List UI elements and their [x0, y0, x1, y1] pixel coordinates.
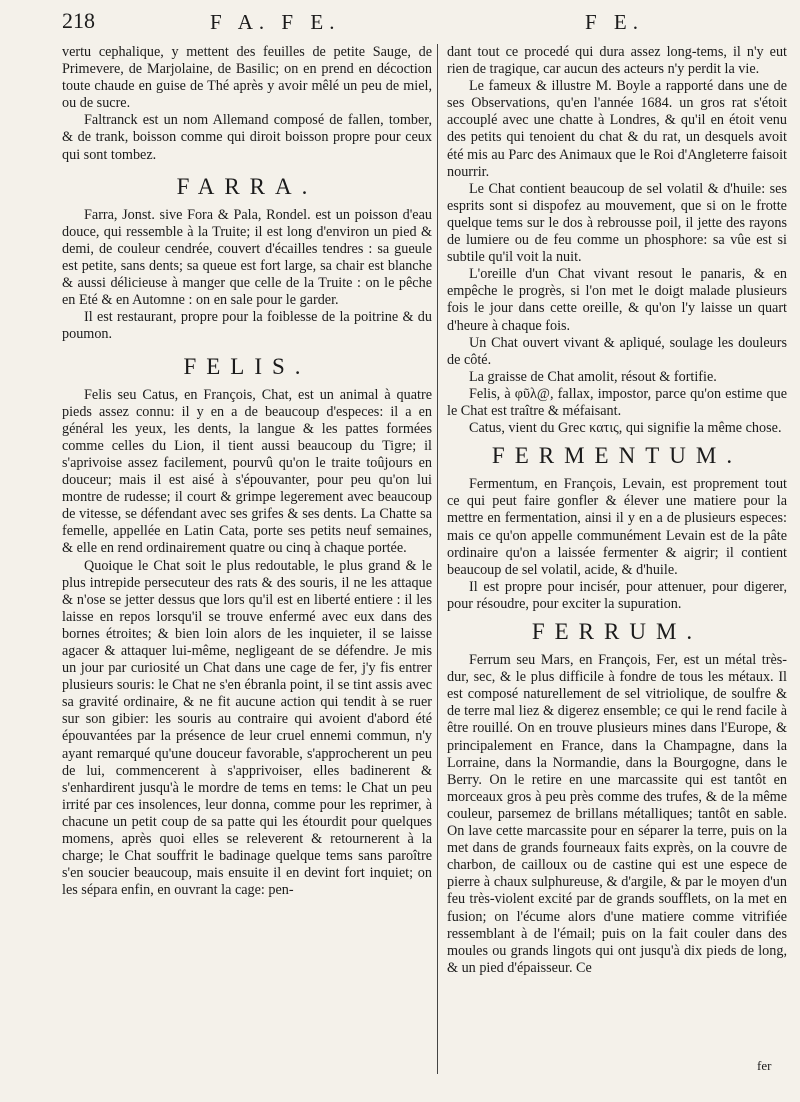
- paragraph: Ferrum seu Mars, en François, Fer, est un métal très-dur, sec, & le plus difficile à fondre de tous les métaux. Il est composé naturellement de sel vitriolique, de soulfre & de terre mal liez & digerez ensemble; ce qui le rend facile à être rouillé. On en trouve plusieurs mines dans l'Europe, & principalement en France, dans la Champagne, dans la Lorraine, dans la Normandie, dans la Bourgogne, dans le Berry. On le retire en une marcassite qui est tantôt en morceaux gros à peu près comme des trufes, & de la même couleur, parsemez de brillans métalliques; tantôt en sable. On lave cette marcassite pour en séparer la terre, puis on la met dans de grands fourneaux faits exprès, on la couvre de charbon, de cailloux ou de castine qui est une espece de pierre à chaux sulphureuse, & d'argile, & par le moyen d'un feu très-violent excité par de grands soufflets, on la met en fusion; on l'écume alors d'une matiere comme vitrifiée ressemblant à de l'émail; puis on la fait couler dans des moules ou grands lingots qui ont jusqu'à dix pieds de long, & un pied d'épaisseur. Ce: [447, 652, 787, 976]
- paragraph: Catus, vient du Grec κατις, qui signifie la même chose.: [469, 420, 782, 437]
- entry-heading-fermentum: FERMENTUM.: [491, 443, 743, 469]
- paragraph: Le Chat contient beaucoup de sel volatil & d'huile: ses esprits sont si dispofez au mouvement, que si on le frotte quelque tems sur le dos à rebrousse poil, il jette des rayons de lumiere ou de feu comme un phosphore: sa vûe est si subtile qu'il voit la nuit.: [447, 180, 787, 266]
- catchword: fer: [757, 1058, 772, 1073]
- paragraph: Le fameux & illustre M. Boyle a rapporté dans une de ses Observations, qu'en l'année 1684. un gros rat s'étoit accouplé avec une chatte à Londres, & qu'il en étoit venu des petits qui tenoient du chat & du rat, un desquels avoit été mis au Parc des Animaux que le Roi d'Angleterre faisoit nourrir.: [447, 78, 787, 180]
- page-number: 218: [62, 8, 95, 33]
- paragraph: Quoique le Chat soit le plus redoutable, le plus grand & le plus intrepide persecuteur des rats & des souris, il ne les attaque & n'ose se jetter dessus que lors qu'il est en liberté entiere : il les laisse en repos lorsqu'il se trouve enfermé avec eux dans des bornes étroites; & bien loin alors de les inquieter, il se laisse agacer & attaquer lui-même, negligeant de se défendre. Je mis un jour par curiosité un Chat dans une cage de fer, j'y fis entrer plusieurs souris: le Chat ne s'en ébranla point, il se tint assis avec sa gravité ordinaire, & ne fit aucune action qui tendit à se ruer sur son gibier: les souris au contraire qui avoient d'abord été épouvantées par la présence de leur cruel ennemi commun, n'y ayant remarqué qu'une douceur favorable, s'approcherent un peu de lui, commencerent à s'apprivoiser, elles badinerent & s'enhardirent jusqu'à le mordre de tems en tems: le Chat un peu irrité par ces insolences, leur donna, comme pour les reprimer, à chacune un petit coup de sa patte qui les étourdit pour quelques momens, après quoi elles se releverent & retournerent à la charge; le Chat souffrit le badinage quelque tems sans paroître s'en soucier beaucoup, mais ensuite il en devint fort inquiet; on les sépara enfin, en ouvrant la cage: pen-: [62, 557, 432, 899]
- entry-heading-ferrum: FERRUM.: [531, 619, 703, 644]
- paragraph: L'oreille d'un Chat vivant resout le panaris, & en empêche le progrès, si l'on met le doigt malade plusieurs fois le jour dans cette oreille, & qu'on l'y laisse un quart d'heure à chaque fois.: [447, 266, 787, 334]
- paragraph: Il est restaurant, propre pour la foiblesse de la poitrine & du poumon.: [62, 309, 432, 343]
- running-header-right: F E.: [585, 10, 645, 34]
- entry-heading-felis: FELIS.: [183, 353, 311, 379]
- left-column: [62, 44, 432, 899]
- paragraph: Felis, à φῦλ@, fallax, impostor, parce qu'on estime que le Chat est traître & méfaisant.: [447, 385, 787, 419]
- paragraph: dant tout ce procedé qui dura assez long-tems, il n'y eut rien de tragique, car aucun des acteurs n'y perdit la vie.: [447, 44, 787, 78]
- paragraph: Fermentum, en François, Levain, est proprement tout ce qui peut faire gonfler & élever une matiere pour la mettre en fermentation, ainsi il y en a de plusieurs especes: mais ce qu'on appelle communément Levain est de la pâte ordinaire qu'on a laissée fermenter & aigrir; il contient beaucoup de sel volatil, acide, & d'huile.: [447, 476, 787, 578]
- running-header-left: F A. F E.: [210, 10, 341, 34]
- paragraph: Felis seu Catus, en François, Chat, est un animal à quatre pieds assez connu: il y en a de beaucoup d'especes: il a en général les yeux, les dents, la langue & les pattes formées comme celles du Lion, il tient aussi beaucoup du Tigre; il s'aprivoise assez facilement, pourvû qu'on le traite toûjours en douceur; mais il est aisé à s'épouvanter, pour peu qu'on lui montre de rudesse; il court & grimpe legerement avec beaucoup de vitesse, se défendant avec ses grifes & ses dents. La Chatte sa femelle, appellée en Latin Cata, porte ses petits neuf semaines, & elle en rend ordinairement quatre ou cinq à chaque portée.: [62, 386, 432, 557]
- paragraph: Faltranck est un nom Allemand composé de fallen, tomber, & de trank, boisson comme qui diroit boisson propre pour ceux qui sont tombez.: [62, 112, 432, 163]
- column-divider: [437, 44, 438, 1074]
- paragraph: La graisse de Chat amolit, résout & fortifie.: [469, 368, 717, 385]
- paragraph: Farra, Jonst. sive Fora & Pala, Rondel. est un poisson d'eau douce, qui ressemble à la Truite; il est long d'environ un pied & demi, de couleur cendrée, couvert d'écailles tendres : sa gueule est petite, sans dents; sa queue est fort large, sa chair est blanche & aussi délicieuse à manger que celle de la Truite : on le pêche en Eté & en Automne : on en sale pour le garder.: [62, 206, 432, 309]
- entry-heading-farra: FARRA.: [176, 173, 318, 199]
- paragraph: Un Chat ouvert vivant & apliqué, soulage les douleurs de côté.: [447, 334, 787, 368]
- paragraph: Il est propre pour incisér, pour attenuer, pour digerer, pour résoudre, pour exciter la supuration.: [447, 578, 787, 612]
- right-column: [447, 44, 787, 977]
- paragraph: vertu cephalique, y mettent des feuilles de petite Sauge, de Primevere, de Marjolaine, de Basilic; on en prend en décoction toute chaude en guise de Thé après y avoir mêlé un peu de miel, ou de sucre.: [62, 44, 432, 112]
